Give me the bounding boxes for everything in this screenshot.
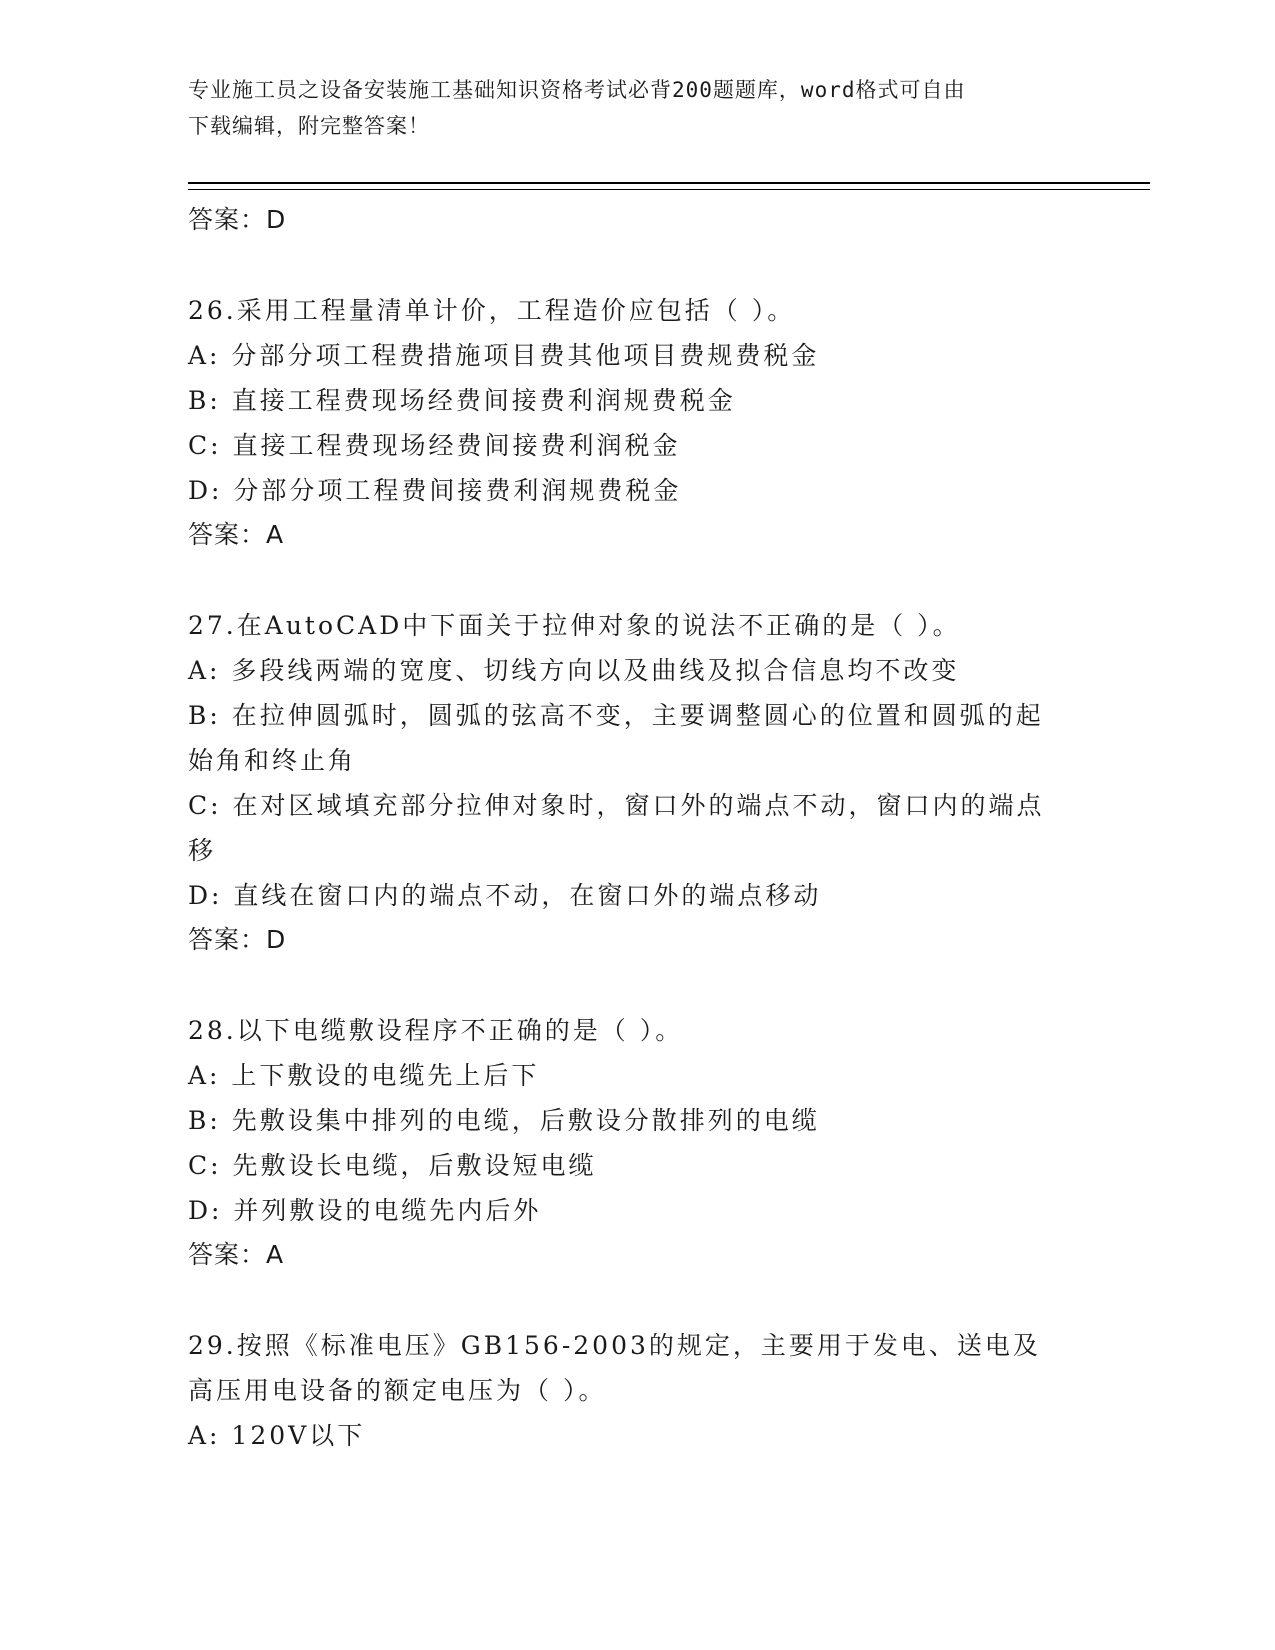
header-divider bbox=[188, 182, 1150, 190]
question-26 bbox=[188, 288, 1150, 557]
question-answer: 答案：A bbox=[188, 1240, 285, 1269]
question-stem: 27.在AutoCAD中下面关于拉伸对象的说法不正确的是（ ）。 bbox=[188, 611, 961, 640]
question-answer: 答案：A bbox=[188, 520, 285, 549]
question-answer: 答案：D bbox=[188, 925, 287, 954]
question-28 bbox=[188, 1008, 1150, 1277]
option-d: D: 分部分项工程费间接费利润规费税金 bbox=[188, 476, 682, 505]
option-b: B: 直接工程费现场经费间接费利润规费税金 bbox=[188, 386, 736, 415]
question-stem: 29.按照《标准电压》GB156-2003的规定，主要用于发电、送电及高压用电设备的额定电压为（ ）。 bbox=[188, 1331, 1041, 1405]
question-stem: 26.采用工程量清单计价，工程造价应包括（ ）。 bbox=[188, 296, 796, 325]
option-b: B: 先敷设集中排列的电缆，后敷设分散排列的电缆 bbox=[188, 1106, 820, 1135]
option-a: A: 120V以下 bbox=[188, 1421, 366, 1450]
option-c: C: 直接工程费现场经费间接费利润税金 bbox=[188, 431, 681, 460]
option-b: B: 在拉伸圆弧时，圆弧的弦高不变，主要调整圆心的位置和圆弧的起始角和终止角 bbox=[188, 701, 1044, 775]
option-a: A: 上下敷设的电缆先上后下 bbox=[188, 1061, 540, 1090]
header-line-2: 下载编辑，附完整答案！ bbox=[188, 114, 430, 138]
option-a: A: 多段线两端的宽度、切线方向以及曲线及拟合信息均不改变 bbox=[188, 656, 960, 685]
question-27 bbox=[188, 603, 1150, 962]
document-header bbox=[188, 72, 1068, 144]
option-a: A: 分部分项工程费措施项目费其他项目费规费税金 bbox=[188, 341, 820, 370]
option-c: C: 先敷设长电缆，后敷设短电缆 bbox=[188, 1151, 597, 1180]
question-stem: 28.以下电缆敷设程序不正确的是（ ）。 bbox=[188, 1016, 684, 1045]
option-d: D: 并列敷设的电缆先内后外 bbox=[188, 1196, 542, 1225]
previous-answer: 答案：D bbox=[188, 205, 287, 234]
question-29 bbox=[188, 1323, 1150, 1458]
document-page bbox=[188, 72, 1150, 1458]
option-d: D: 直线在窗口内的端点不动，在窗口外的端点移动 bbox=[188, 881, 822, 910]
option-c: C: 在对区域填充部分拉伸对象时，窗口外的端点不动，窗口内的端点移 bbox=[188, 791, 1045, 865]
header-line-1: 专业施工员之设备安装施工基础知识资格考试必背200题题库，word格式可自由 bbox=[188, 78, 966, 102]
